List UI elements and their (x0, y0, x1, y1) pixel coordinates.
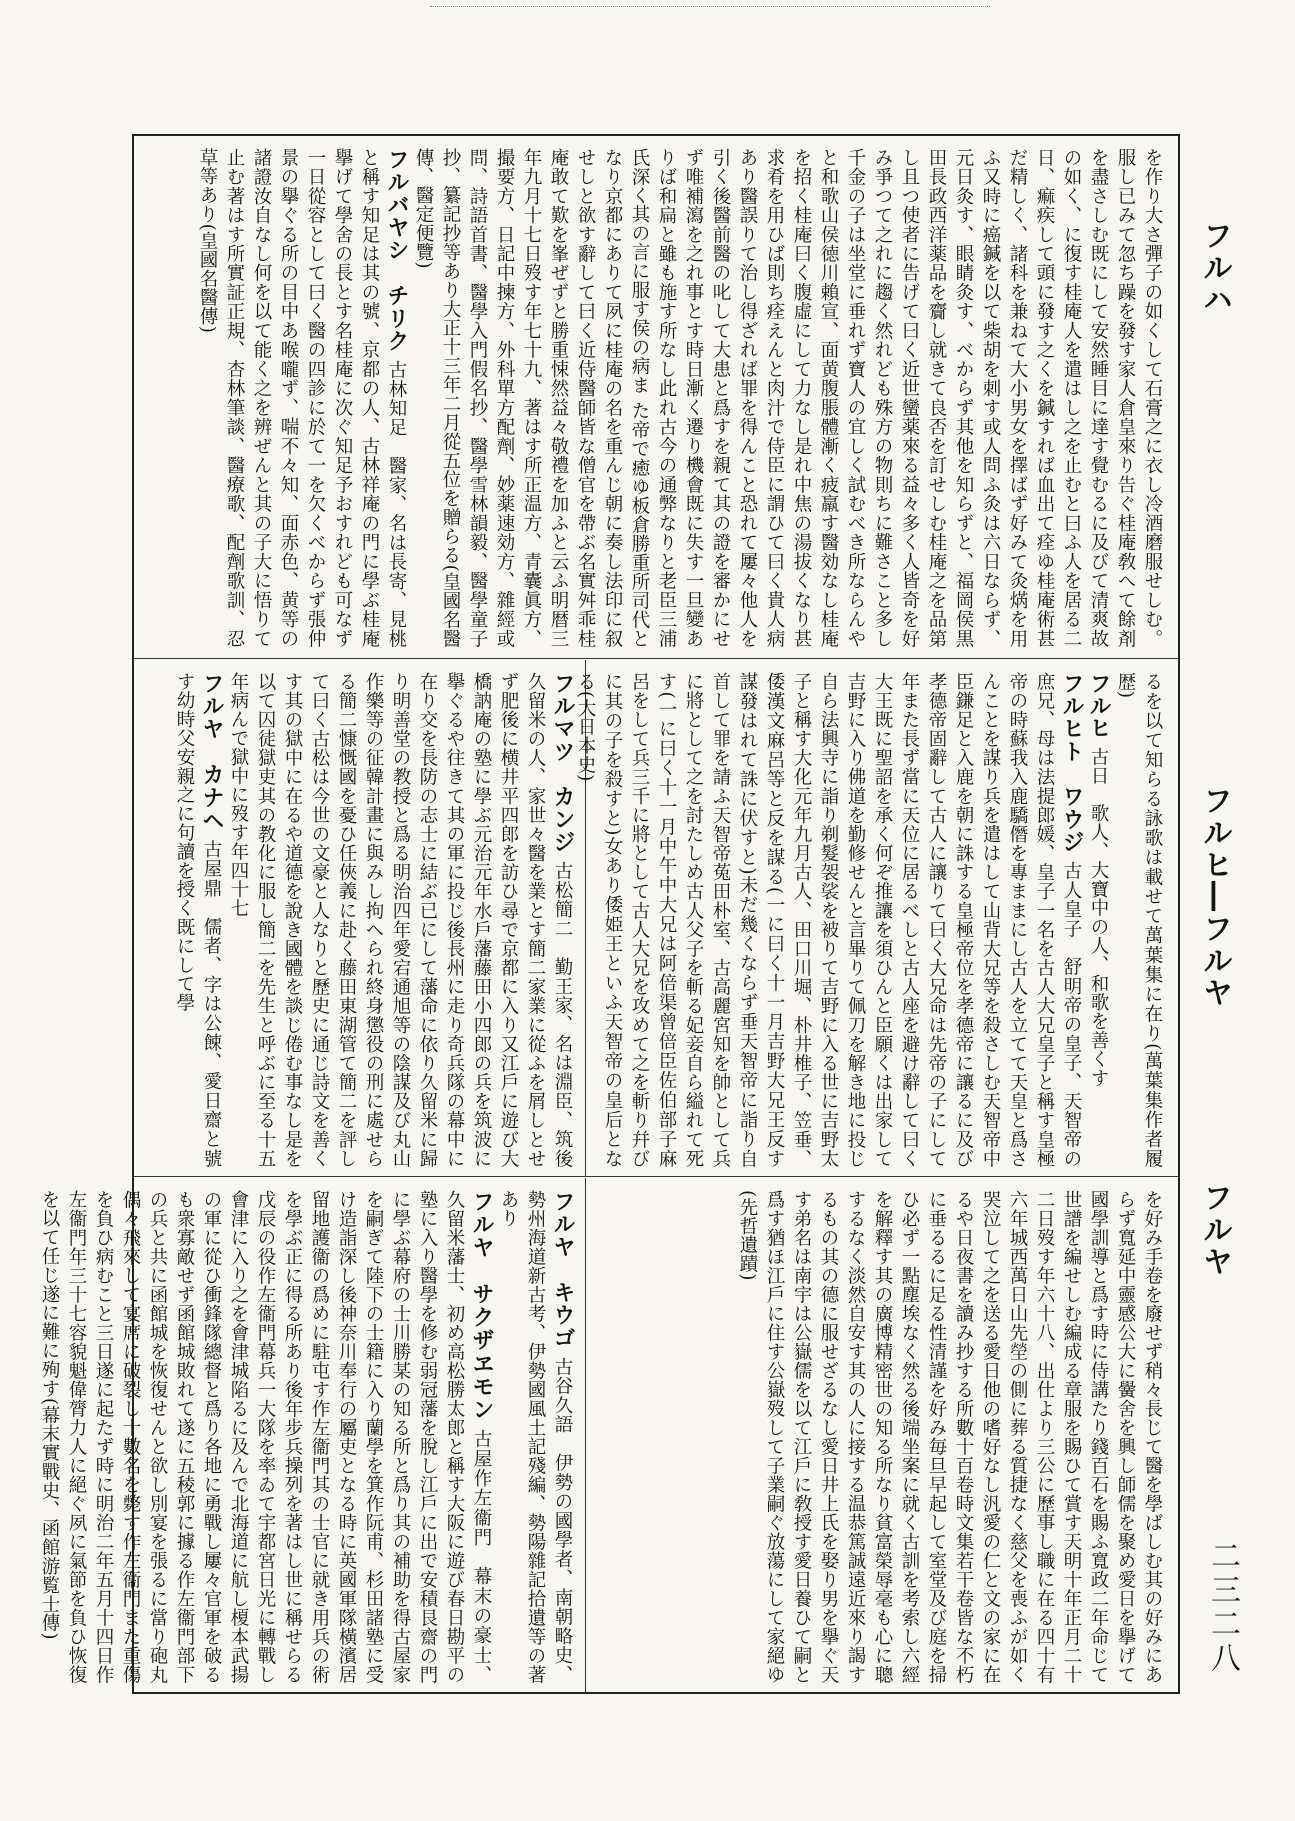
entry-furuhi (1085, 672, 1112, 1168)
upper-section (146, 148, 1166, 648)
entry-text: 古屋作左衞門 幕末の豪士、久留米藩士、初め高松勝太郎と稱す大阪に遊び春日勘平の塾に入り醫學を修む弱冠藩を脫し江戶に出で安積艮齋の門に學ぶ幕府の士川勝某の知る所と爲り其の補助を得古屋家を嗣ぎて陸下の士籍に入り蘭學を箕作阮甫、杉田諸塾に受け造詣深し後神奈川奉行の屬吏となる時に英國軍隊橫濱居留地護衞の爲めに駐屯す作左衞門其の士官に就き用兵の術を學ぶ正に得る所あり後年步兵操列を著はし世に稱せらる戊辰の役作左衞門幕兵一大隊を率ゐて宇都宮日光に轉戰し會津に入り之を會津城陷るに及んで北海道に航し榎本武揚の軍に從ひ衝鋒隊總督と爲り各地に勇戰し屢々官軍を破るも衆寡敵せず函館城敗れて遂に五稜郭に據る作左衞門部下の兵と共に函館城を恢復せんと欲し別宴を張るに當り砲丸偶々飛來して宴席に破裂し十數名を斃す作左衞門また重傷を負ひ病むこと三日遂に起たず時に明治二年五月十四日作左衞門年三十七容貌魁偉膂力人に絕ぐ夙に氣節を負ひ恢復を以て任じ遂に難に殉す(幕末實戰史、函館游覧士傳) (39, 1190, 492, 1685)
entry-continuation: るを以て知らる詠歌は載せて萬葉集に在り(萬葉集作者履歴) (1115, 672, 1163, 1168)
header-right: フルヤ (1197, 1182, 1232, 1278)
entry-text: 古谷久語 伊勢の國學者、南朝略史、勢州海道新古考、伊勢國風土記殘編、勢陽雜記拾遺等の著あり (498, 1190, 573, 1684)
entry-name: フルバヤシ チリク (384, 148, 409, 353)
entry-continuation: を好み手卷を廢せず稍々長じて醫を學ばしむ其の好みにあらず寬延中靈感公大に黌舍を興し師儒を聚め愛日を擧げて國學訓導と爲す時に侍講たり錢百石を賜ふ寬政二年命じて世譜を編せしむ編成る章服を賜ひて賞す天明十年正月二十二日歿す年六十八、出仕より三公に歷事し職に在る四十有六年城西萬日山先塋の側に葬る質捷なく慈父を喪ふが如く哭泣して之を送る愛日他の嗜好なし汎愛の仁と文の家に在るや日夜書を讀み抄する所數十百卷時文集若干卷皆な不朽に垂るるに足る性清謹を好み毎旦早起して室堂及び庭を掃ひ必ず一點塵埃なく然る後端坐案に就く古訓を考索し六經を解釋す其の廣博精密世の知る所なり貧富榮辱毫も心に聰するなく淡然自安す其の人に接する温恭篤誠遠近來り謁するもの其の德に服せざるなし愛日井上氏を娶り男を擧ぐ天す弟名は南宇は公嶽儒を以て江戶に敎授す愛日養ひて嗣と爲す猶ほ江戶に住す公嶽歿して子業嗣ぐ放蕩にして家絕ゆ(先哲遺蹟) (737, 1190, 1163, 1684)
entry-furubayashi-chiriku (194, 148, 410, 648)
entry-furuya-sakuzaemon (36, 1190, 495, 1684)
middle-section-right (575, 672, 1166, 1169)
lower-section-right (596, 1190, 1166, 1684)
entry-text: 古屋鼎 儒者、字は公餗、愛日齋と號す幼時父安親之に句讀を授く既にして學 (174, 672, 222, 1168)
entry-furuhito-wauji (572, 672, 1085, 1168)
entry-continuation: を作り大さ彈子の如くして石膏之に衣し冷酒磨服せしむ。服し已みて忽ち躁を發す家人倉皇來り告ぐ桂庵敎へて餘剤を盡さしむ既にして安然睡目に達す覺むるに及びて清爽故の如く、に復す桂庵人を遣はし之を止むと曰ふ人を居る二日、痲疾して頭に發す之くを鍼すれば血出て痊ゆ桂庵術甚だ精しく、諸科を兼ねて大小男女を擇ばず好みて灸焫を用ふ又時に癌鍼を以て柴胡を刺す或人問ふ灸は六日ならず、元日灸す、眼睛灸す、べからず其他を知らずと、福岡侯黒田長政西洋薬品を齎し就きて良否を訂せしむ桂庵之を品第し且つ使者に告げて曰く近世蠻薬來る益々多く人皆奇を好み爭つて之れに趨く然れども殊方の物則ちに難さこと多し千金の子は坐堂に垂れず寶人の宜しく試むべき所ならんやと和歌山侯徳川賴宣、面黄腹脹體漸く疲羸す醫効なし桂庵を招く桂庵曰く腹虛にして力なし是れ中焦の湯拔くなり甚求肴を用ひば則ち痊えんと肉汁で侍臣に謂ひて曰く貴人病あり醫誤りて治し得ざれば罪を得んこと恐れて屢々他人を引く後醫前醫の叱して大患と爲すを親て其の證を審かにせず唯補瀉を之れ事とす時日漸く遷り機會既に失す一旦變ありば和扁と雖も施す所なし此れ古今の通弊なりと老臣三浦氏深く其の言に服す侯の病ま た帝で癒ゆ板倉勝重所司代となり京都にありて夙に桂庵の名を重んじ朝に奏し法印に叙せしと欲す辭して曰く近侍醫師皆な僧官を帶ぶ名實舛乖桂庵敢て歎を峯ぜずと勝重悚然益々敬禮を加ふと云ふ明暦三年九月十七日歿す年七十九、著はす所正温方、青囊眞方、撮要方、日記中揀方、外科單方配劑、妙薬速効方、雜經或問、詩語首書、醫學入門假名抄、醫學雪林韻毅、醫學童子抄、纂記抄等あり大正十三年二月從五位を贈らる(皇國名醫傳、醫定便覽) (413, 148, 1163, 648)
header-left: フルハ (1197, 220, 1232, 316)
header-mid: フルヒ―フルヤ (1197, 785, 1232, 1009)
page-number: 二三二八 (1205, 1540, 1240, 1676)
entry-text: 古林知足 醫家、名は長寄、見桃と稱す知足は其の號、京都の人、古林祥庵の門に學ぶ桂庵擧げて學舍の長とす名桂庵に次ぐ知足予おすれども可なず一日從容として曰く醫の四診に於て一を欠くべからず張仲景の擧ぐる所の目中あ喉嚨ず、喘不々知、面赤色、黄等の諸證汝自なし何を以て能く之を辨ぜんと其の子大に悟りて止む著はす所實証正規、杏林筆談、醫療歌、配劑歌訓、忍草等あり(皇國名醫傳) (197, 148, 407, 648)
entry-text: 古松簡二 勤王家、名は淵臣、筑後久留米の人、家世々醫を業とす簡二家業に從ふを屑しとせず肥後に横井平四郎を訪ひ尋で京都に入り又江戶に遊び大橋訥庵の塾に學ぶ元治元年水戶藩藤田小四郎の兵を筑波に擧ぐるや往きて其の軍に投じ後長州に走り奇兵隊の幕中に在り交を長防の志士に結ぶ已にして藩命に依り久留米に歸り明善堂の教授と爲る明治四年愛宕通旭等の陰謀及び丸山作樂等の征韓計畫に與みし拘へられ終身懲役の刑に處せらる簡二慷慨國を憂ひ任俠義に赴く藤田東湖管て簡二を評して曰く古松は今世の文豪と人なりと歷史に通じ詩文を善くす其の獄中に在るや道德を說き國體を談じ倦む事なし是を以て囚徒獄吏其の教化に服し簡二を先生と呼ぶに至る十五年病んで獄中に歿す年四十七 (228, 672, 573, 1169)
entry-furumatsu-kanji (225, 672, 576, 1168)
entry-furuya-kanahe (171, 672, 225, 1168)
column-divider-lower (585, 1178, 586, 1692)
entry-text: 古日 歌人、大寶中の人、和歌を善くす (1088, 747, 1109, 1088)
entry-name: フルマツ カンジ (550, 672, 575, 854)
entry-name: フルヤ キウゴ (550, 1190, 575, 1350)
section-divider-lower (132, 1176, 1180, 1177)
top-dotted-rule (430, 6, 990, 7)
middle-section-left (146, 672, 576, 1168)
section-divider-upper (132, 658, 1180, 659)
entry-text: 古人皇子 舒明帝の皇子、天智帝の庶兄、母は法提郎媛、皇子一名を古人大兄皇子と稱す皇極帝の時蘇我入鹿驕僭を專ままにし古人を立てて天皇と爲さんことを謀り兵を遣はして山背大兄等を殺さしむ天智帝中臣鎌足と入鹿を朝に誅する皇極帝位を孝德帝に讓るに及び孝德帝固辭して古人に讓りて曰く大兄命は先帝の子にして年また長ず當に天位に居るべしと古人座を避け辭して曰く大王既に聖詔を承く何ぞ推讓を須ひんと臣願くは出家して吉野に入り佛道を勤修せんと言畢りて佩刀を解き地に投じ自ら法興寺に詣り剃髮袈裟を被りて吉野に入る世に吉野太子と稱す大化元年九月古人、田口川堀、朴井椎子、笠垂、倭漢文麻呂等と反を謀る(一に曰く十一月吉野大兄王反す謀發はれて誅に伏すと)未だ幾くならず垂天智帝に詣り自首して罪を請ふ天智帝菟田朴室、古高麗宮知を帥として兵に將として之を討たしめ古人父子を斬る妃妾自ら縊れて死す(一に曰く十一月中午中大兄は阿倍渠曾倍臣佐伯部子麻呂をして兵三千に將として古人大兄を攻めて之を斬り幷びに其の子を殺すと)女あり倭姫王といふ天智帝の皇后となる(大日本史) (575, 672, 1082, 1169)
entry-furuya-kiugo (495, 1190, 576, 1684)
entry-name: フルヤ カナヘ (199, 672, 224, 832)
entry-name: フルヒ (1086, 672, 1111, 740)
lower-section-left (39, 1190, 576, 1685)
entry-name: フルヒト ワウジ (1059, 672, 1084, 854)
entry-name: フルヤ サクザヱモン (469, 1190, 494, 1422)
